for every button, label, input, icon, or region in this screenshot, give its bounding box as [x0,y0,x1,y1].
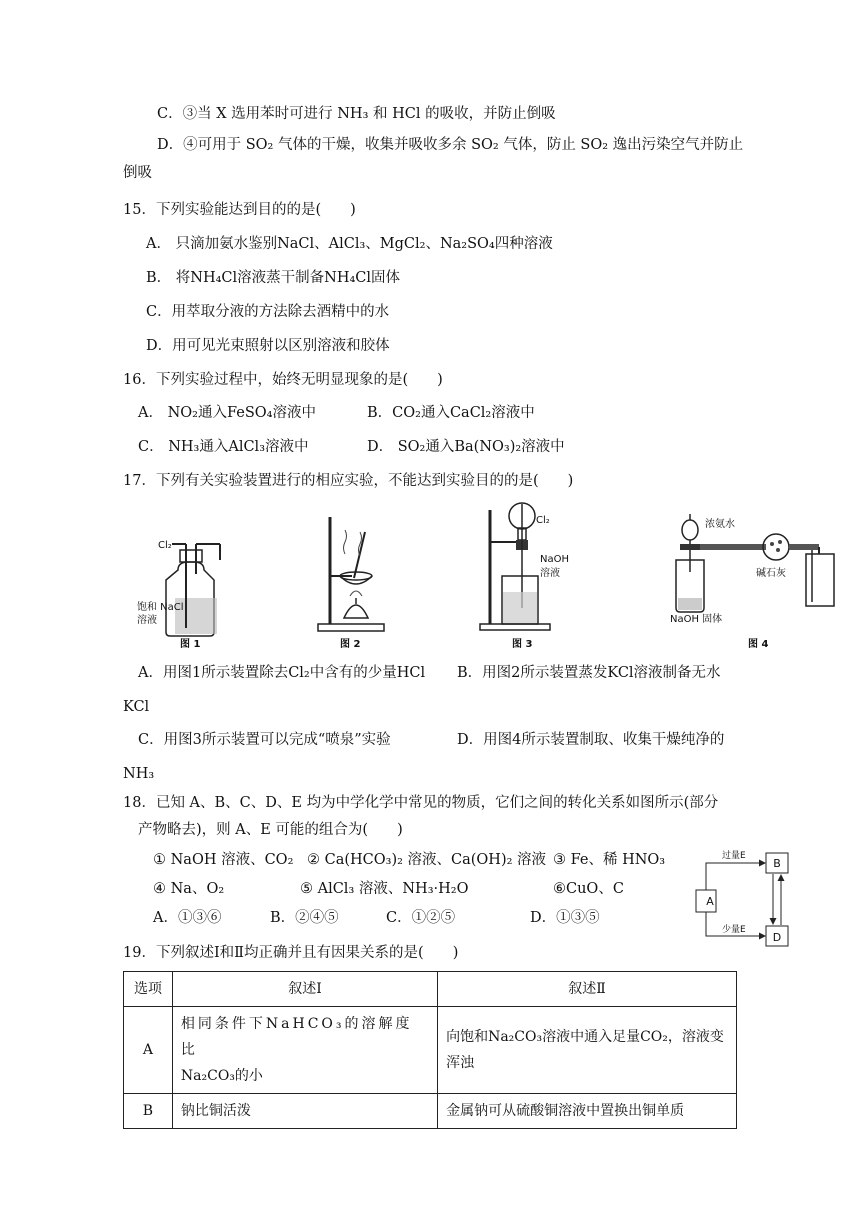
q19-stem: 19．下列叙述Ⅰ和Ⅱ均正确并且有因果关系的是( ) [123,945,459,961]
q18-option-d: D．①③⑤ [530,910,600,926]
figure-2-caption: 图 2 [340,639,361,650]
q19-table [123,971,737,1129]
q17-option-a: A．用图1所示装置除去Cl₂中含有的少量HCl [138,665,426,681]
q14-option-d-line1: D．④可用于 SO₂ 气体的干燥，收集并吸收多余 SO₂ 气体，防止 SO₂ 逸出污染空气并防止 [157,137,744,153]
row-b-option: B [124,1094,173,1129]
table-header-statement-1: 叙述Ⅰ [172,972,437,1007]
q16-option-b: B．CO₂通入CaCl₂溶液中 [367,405,535,421]
q16-stem: 16．下列实验过程中，始终无明显现象的是( ) [123,372,443,388]
q15-stem: 15．下列实验能达到目的的是( ) [123,202,356,218]
figure-1-solution-label-1: 饱和 NaCl [137,602,184,613]
row-a-statement-1-line1: 相同条件下NaHCO₃的溶解度比 [180,1016,413,1058]
figure-1-solution-label-2: 溶液 [137,615,157,626]
q18-combination-1: ① NaOH 溶液、CO₂ [153,852,294,868]
q18-combination-4: ④ Na、O₂ [153,881,225,897]
figure-4-solid-label: NaOH 固体 [670,614,723,625]
q17-option-d-line1: D．用图4所示装置制取、收集干燥纯净的 [457,732,725,748]
q14-option-d-line2: 倒吸 [123,165,152,181]
q16-option-c: C． NH₃通入AlCl₃溶液中 [138,439,309,455]
q16-option-a: A． NO₂通入FeSO₄溶液中 [138,405,316,421]
q18-combination-3: ③ Fe、稀 HNO₃ [553,852,666,868]
q17-option-d-line2: NH₃ [123,766,155,782]
q18-combination-5: ⑤ AlCl₃ 溶液、NH₃·H₂O [300,881,469,897]
q17-stem: 17．下列有关实验装置进行的相应实验，不能达到实验目的的是( ) [123,473,574,489]
q18-node-a: A [706,895,714,908]
q16-option-d: D． SO₂通入Ba(NO₃)₂溶液中 [367,439,565,455]
figure-1-gas-label: Cl₂ [158,540,172,551]
figure-4-reagent-tube-label: 碱石灰 [756,568,786,579]
q18-node-d: D [772,931,782,944]
q17-option-b-line1: B．用图2所示装置蒸发KCl溶液制备无水 [457,665,721,681]
q18-option-a: A．①③⑥ [153,910,222,926]
q15-option-b: B． 将NH₄Cl溶液蒸干制备NH₄Cl固体 [146,270,401,286]
figure-4-caption: 图 4 [748,639,769,650]
figure-3-caption: 图 3 [512,639,533,650]
table-row [124,1007,737,1094]
row-a-statement-2-line1: 向饱和Na₂CO₃溶液中通入足量CO₂，溶液变 [446,1029,724,1045]
row-a-statement-2 [438,1007,737,1094]
q15-option-a: A． 只滴加氨水鉴别NaCl、AlCl₃、MgCl₂、Na₂SO₄四种溶液 [146,236,553,252]
q18-option-c: C．①②⑤ [386,910,456,926]
row-b-statement-1: 钠比铜活泼 [172,1094,437,1129]
q18-combination-2: ② Ca(HCO₃)₂ 溶液、Ca(OH)₂ 溶液 [307,852,547,868]
row-a-option: A [124,1007,173,1094]
figure-3-solution-label-1: NaOH [540,554,569,565]
q17-option-c: C．用图3所示装置可以完成“喷泉”实验 [138,732,391,748]
table-header-option: 选项 [124,972,173,1007]
q18-option-b: B．②④⑤ [270,910,339,926]
q17-option-b-line2: KCl [123,699,150,715]
q18-stem-line2: 产物略去)，则 A、E 可能的组合为( ) [138,822,403,838]
row-a-statement-1 [172,1007,437,1094]
q15-option-d: D．用可见光束照射以区别溶液和胶体 [146,338,390,354]
figure-1-caption: 图 1 [180,639,201,650]
row-a-statement-1-line2: Na₂CO₃的小 [180,1068,263,1084]
q18-node-b: B [773,857,781,870]
table-row [124,1094,737,1129]
row-b-statement-2: 金属钠可从硫酸铜溶液中置换出铜单质 [438,1094,737,1129]
q18-excess-e-label: 过量E [722,851,746,861]
q14-option-c: C．③当 X 选用苯时可进行 NH₃ 和 HCl 的吸收，并防止倒吸 [157,106,556,122]
table-header-statement-2: 叙述Ⅱ [438,972,737,1007]
table-header-row [124,972,737,1007]
figure-3-gas-label: Cl₂ [536,515,550,526]
q15-option-c: C．用萃取分液的方法除去酒精中的水 [146,304,390,320]
figure-4-reagent-top-label: 浓氨水 [705,519,735,530]
figure-3-solution-label-2: 溶液 [540,568,560,579]
q18-stem-line1: 18．已知 A、B、C、D、E 均为中学化学中常见的物质，它们之间的转化关系如图所示(部分 [123,795,719,811]
figure-2-evaporation-setup [310,512,390,634]
q18-little-e-label: 少量E [722,925,746,935]
row-a-statement-2-line2: 浑浊 [446,1055,475,1071]
q18-combination-6: ⑥CuO、C [553,881,624,897]
